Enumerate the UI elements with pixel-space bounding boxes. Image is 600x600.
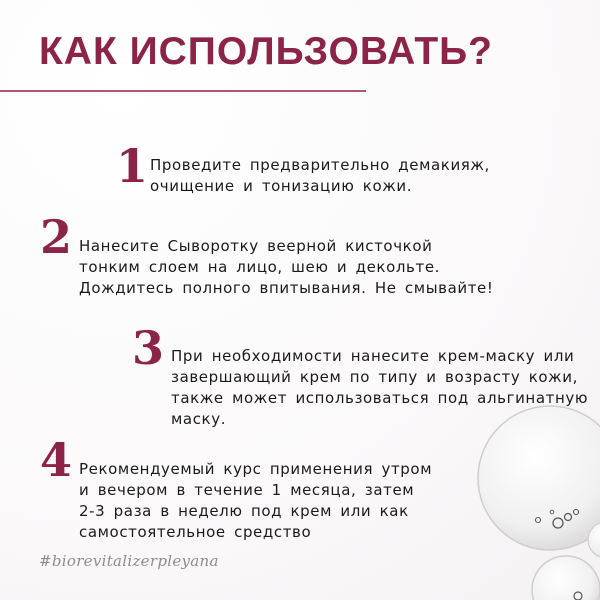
step-line: и вечером в течение 1 месяца, затем <box>79 481 415 499</box>
step-line: завершающий крем по типу и возрасту кожи, <box>171 368 579 386</box>
step-line: тонким слоем на лицо, шею и декольте. <box>79 258 441 276</box>
brand-hashtag: #biorevitalizerpleyana <box>39 552 219 570</box>
page-title: КАК ИСПОЛЬЗОВАТЬ? <box>39 30 493 73</box>
step-line: Нанесите Сыворотку веерной кисточкой <box>79 237 433 255</box>
step-line: также может использоваться под альгинатную <box>171 389 589 407</box>
step-text <box>79 236 494 299</box>
step-line: Проведите предварительно демакияж, <box>150 156 490 174</box>
step-line: 2-3 раза в неделю под крем или как <box>79 502 409 520</box>
step-number: 1 <box>116 139 149 193</box>
step-line: маску. <box>171 410 227 428</box>
step-line: При необходимости нанесите крем-маску или <box>171 347 575 365</box>
step-line: самостоятельное средство <box>79 523 312 541</box>
step-text <box>79 459 432 543</box>
step-line: очищение и тонизацию кожи. <box>150 177 413 195</box>
step-number: 2 <box>40 210 73 264</box>
step-text <box>150 155 490 197</box>
step-number: 3 <box>132 321 165 375</box>
step-text <box>171 346 588 430</box>
title-divider <box>0 90 366 92</box>
step-number: 4 <box>40 433 73 487</box>
step-line: Дождитесь полного впитывания. Не смывайте! <box>79 279 494 297</box>
step-line: Рекомендуемый курс применения утром <box>79 460 433 478</box>
